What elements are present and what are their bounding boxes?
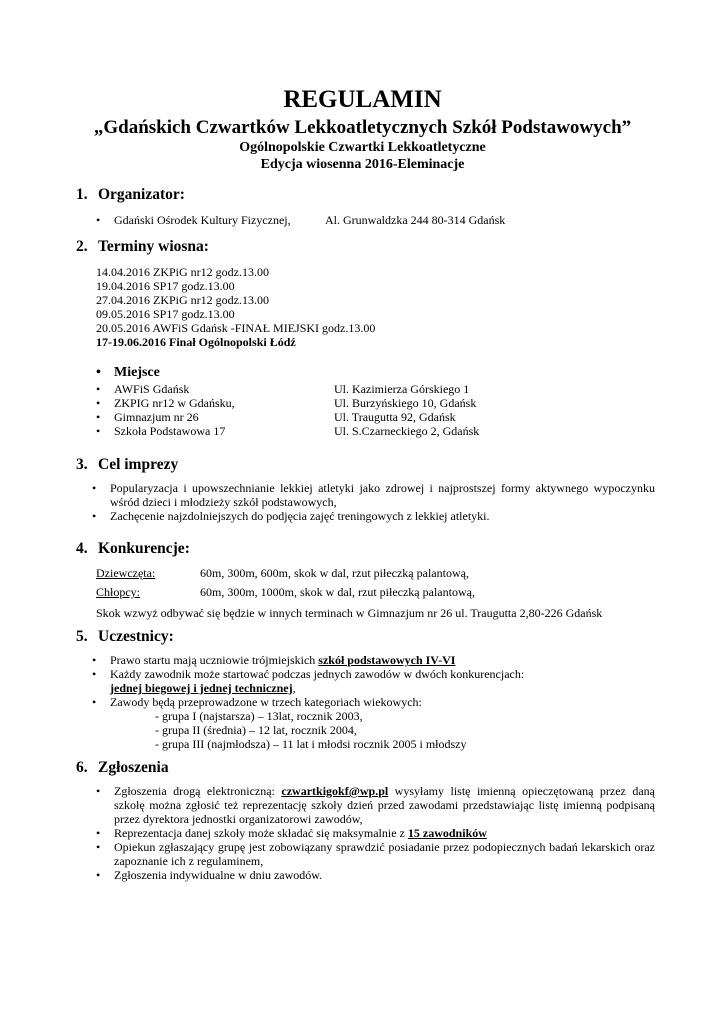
participants-item-text: Każdy zawodnik może startować podczas jednych zawodów w dwóch konkurencjach: xyxy=(110,667,525,681)
section-2-title: Terminy wiosna: xyxy=(98,238,209,255)
section-3-number: 3. xyxy=(76,456,88,473)
section-1-number: 1. xyxy=(76,186,88,203)
date-item-final: 17-19.06.2016 Finał Ogólnopolski Łódź xyxy=(96,335,296,349)
section-5-title: Uczestnicy: xyxy=(98,628,174,645)
section-5-number: 5. xyxy=(76,628,88,645)
organizer-name: Gdański Ośrodek Kultury Fizycznej, xyxy=(114,213,291,227)
registration-item xyxy=(114,784,655,799)
participants-item-text: Zawody będą przeprowadzone w trzech kategoriach wiekowych: xyxy=(110,695,422,709)
places-heading xyxy=(114,365,160,381)
high-jump-note: Skok wzwyż odbywać się będzie w innych terminach w Gimnazjum nr 26 ul. Traugutta 2,80-226 Gdańsk xyxy=(96,606,603,620)
events-limit-suffix: , xyxy=(292,681,296,695)
girls-events: 60m, 300m, 600m, skok w dal, rzut piłeczką palantową, xyxy=(200,566,469,580)
registration-text: Reprezentacja danej szkoły może składać się maksymalnie z xyxy=(114,826,408,840)
participants-schools: szkół podstawowych IV-VI xyxy=(318,653,456,667)
place-name: ZKPIG nr12 w Gdańsku, xyxy=(114,396,235,410)
section-4-title: Konkurencje: xyxy=(98,540,190,557)
places-title: Miejsce xyxy=(114,365,160,380)
section-2-number: 2. xyxy=(76,238,88,255)
goal-item-line2: wśród dzieci i młodzieży szkół podstawowych, xyxy=(110,495,337,509)
registration-text: Zgłoszenia indywidualne w dniu zawodów. xyxy=(114,868,323,882)
participants-events-limit xyxy=(110,681,296,696)
goal-item xyxy=(110,509,490,524)
registration-item xyxy=(114,840,655,855)
registration-item-line3: przez dyrektora jednostki organizatorowi zawodów, xyxy=(114,812,363,826)
organizer-address: Al. Grunwaldzka 244 80-314 Gdańsk xyxy=(325,213,506,227)
section-4-number: 4. xyxy=(76,540,88,557)
document-subtitle-line3: Ogólnopolskie Czwartki Lekkoatletyczne xyxy=(239,140,486,155)
date-item: 14.04.2016 ZKPiG nr12 godz.13.00 xyxy=(96,265,269,279)
section-2-heading xyxy=(76,238,209,256)
events-limit-emphasis: jednej biegowej i jednej technicznej xyxy=(110,681,293,695)
date-item: 19.04.2016 SP17 godz.13.00 xyxy=(96,279,235,293)
section-6-number: 6. xyxy=(76,759,88,776)
section-5-heading xyxy=(76,628,174,646)
registration-text: Zgłoszenia drogą elektroniczną: xyxy=(114,784,282,798)
place-address: Ul. Traugutta 92, Gdańsk xyxy=(334,410,456,424)
document-title: REGULAMIN xyxy=(283,86,442,113)
place-address: Ul. Kazimierza Górskiego 1 xyxy=(334,382,470,396)
registration-email-link[interactable]: czwartkigokf@wp.pl xyxy=(281,784,389,798)
registration-item-line1 xyxy=(114,784,655,799)
date-item: 27.04.2016 ZKPiG nr12 godz.13.00 xyxy=(96,293,269,307)
boys-label: Chłopcy: xyxy=(96,585,140,599)
goal-item-line1: • Popularyzacja i upowszechnianie lekkiej atletyki jako zdrowej i najprostszej formy aktywnego wypoczynku xyxy=(110,481,655,495)
boys-events: 60m, 300m, 1000m, skok w dal, rzut piłeczką palantową, xyxy=(200,585,475,599)
participants-item xyxy=(110,695,422,710)
section-6-title: Zgłoszenia xyxy=(98,759,169,776)
section-1-heading xyxy=(76,186,185,204)
goal-item-text: Zachęcenie najzdolniejszych do podjęcia zajęć treningowych z lekkiej atletyki. xyxy=(110,509,490,523)
registration-item-line2: szkołę można zgłosić też reprezentację szkoły dzień przed zawodami przedstawiając listę imienną podpisaną xyxy=(114,798,655,812)
participants-item xyxy=(110,653,455,668)
section-4-heading xyxy=(76,540,190,558)
section-1-title: Organizator: xyxy=(98,186,185,203)
participants-item-text: Prawo startu mają uczniowie trójmiejskich xyxy=(110,653,319,667)
document-subtitle-line4: Edycja wiosenna 2016-Eleminacje xyxy=(260,157,465,172)
registration-text: wysyłamy listę imienną opieczętowaną przez daną xyxy=(388,784,655,798)
registration-item xyxy=(114,826,487,841)
place-address: Ul. Burzyńskiego 10, Gdańsk xyxy=(334,396,477,410)
section-3-title: Cel imprezy xyxy=(98,456,179,473)
age-group: - grupa II (średnia) – 12 lat, rocznik 2004, xyxy=(155,723,357,737)
place-name: Gimnazjum nr 26 xyxy=(114,410,199,424)
date-item: 09.05.2016 SP17 godz.13.00 xyxy=(96,307,235,321)
participants-item xyxy=(110,667,524,682)
document-subtitle: „Gdańskich Czwartków Lekkoatletycznych Szkół Podstawowych” xyxy=(93,117,632,138)
registration-item xyxy=(114,868,322,883)
age-group: - grupa I (najstarsza) – 13lat, rocznik 2003, xyxy=(155,709,363,723)
place-item xyxy=(114,424,225,439)
registration-item-line: • Opiekun zgłaszający grupę jest zobowiązany sprawdzić posiadanie przez podopiecznych badań lekarskich oraz xyxy=(114,840,655,854)
place-item xyxy=(114,396,235,411)
date-item: 20.05.2016 AWFiS Gdańsk -FINAŁ MIEJSKI godz.13.00 xyxy=(96,321,376,335)
registration-item-line: zapoznanie ich z regulaminem, xyxy=(114,854,264,868)
age-group: - grupa III (najmłodsza) – 11 lat i młodsi rocznik 2005 i młodszy xyxy=(155,737,467,751)
section-6-heading xyxy=(76,759,169,777)
place-item xyxy=(114,382,189,397)
girls-label: Dziewczęta: xyxy=(96,566,156,580)
section-3-heading xyxy=(76,456,178,474)
max-athletes: 15 zawodników xyxy=(407,826,487,840)
place-address: Ul. S.Czarneckiego 2, Gdańsk xyxy=(334,424,480,438)
place-item xyxy=(114,410,199,425)
organizer-item xyxy=(114,213,291,228)
place-name: Szkoła Podstawowa 17 xyxy=(114,424,226,438)
goal-item xyxy=(110,481,655,496)
place-name: AWFiS Gdańsk xyxy=(114,382,190,396)
